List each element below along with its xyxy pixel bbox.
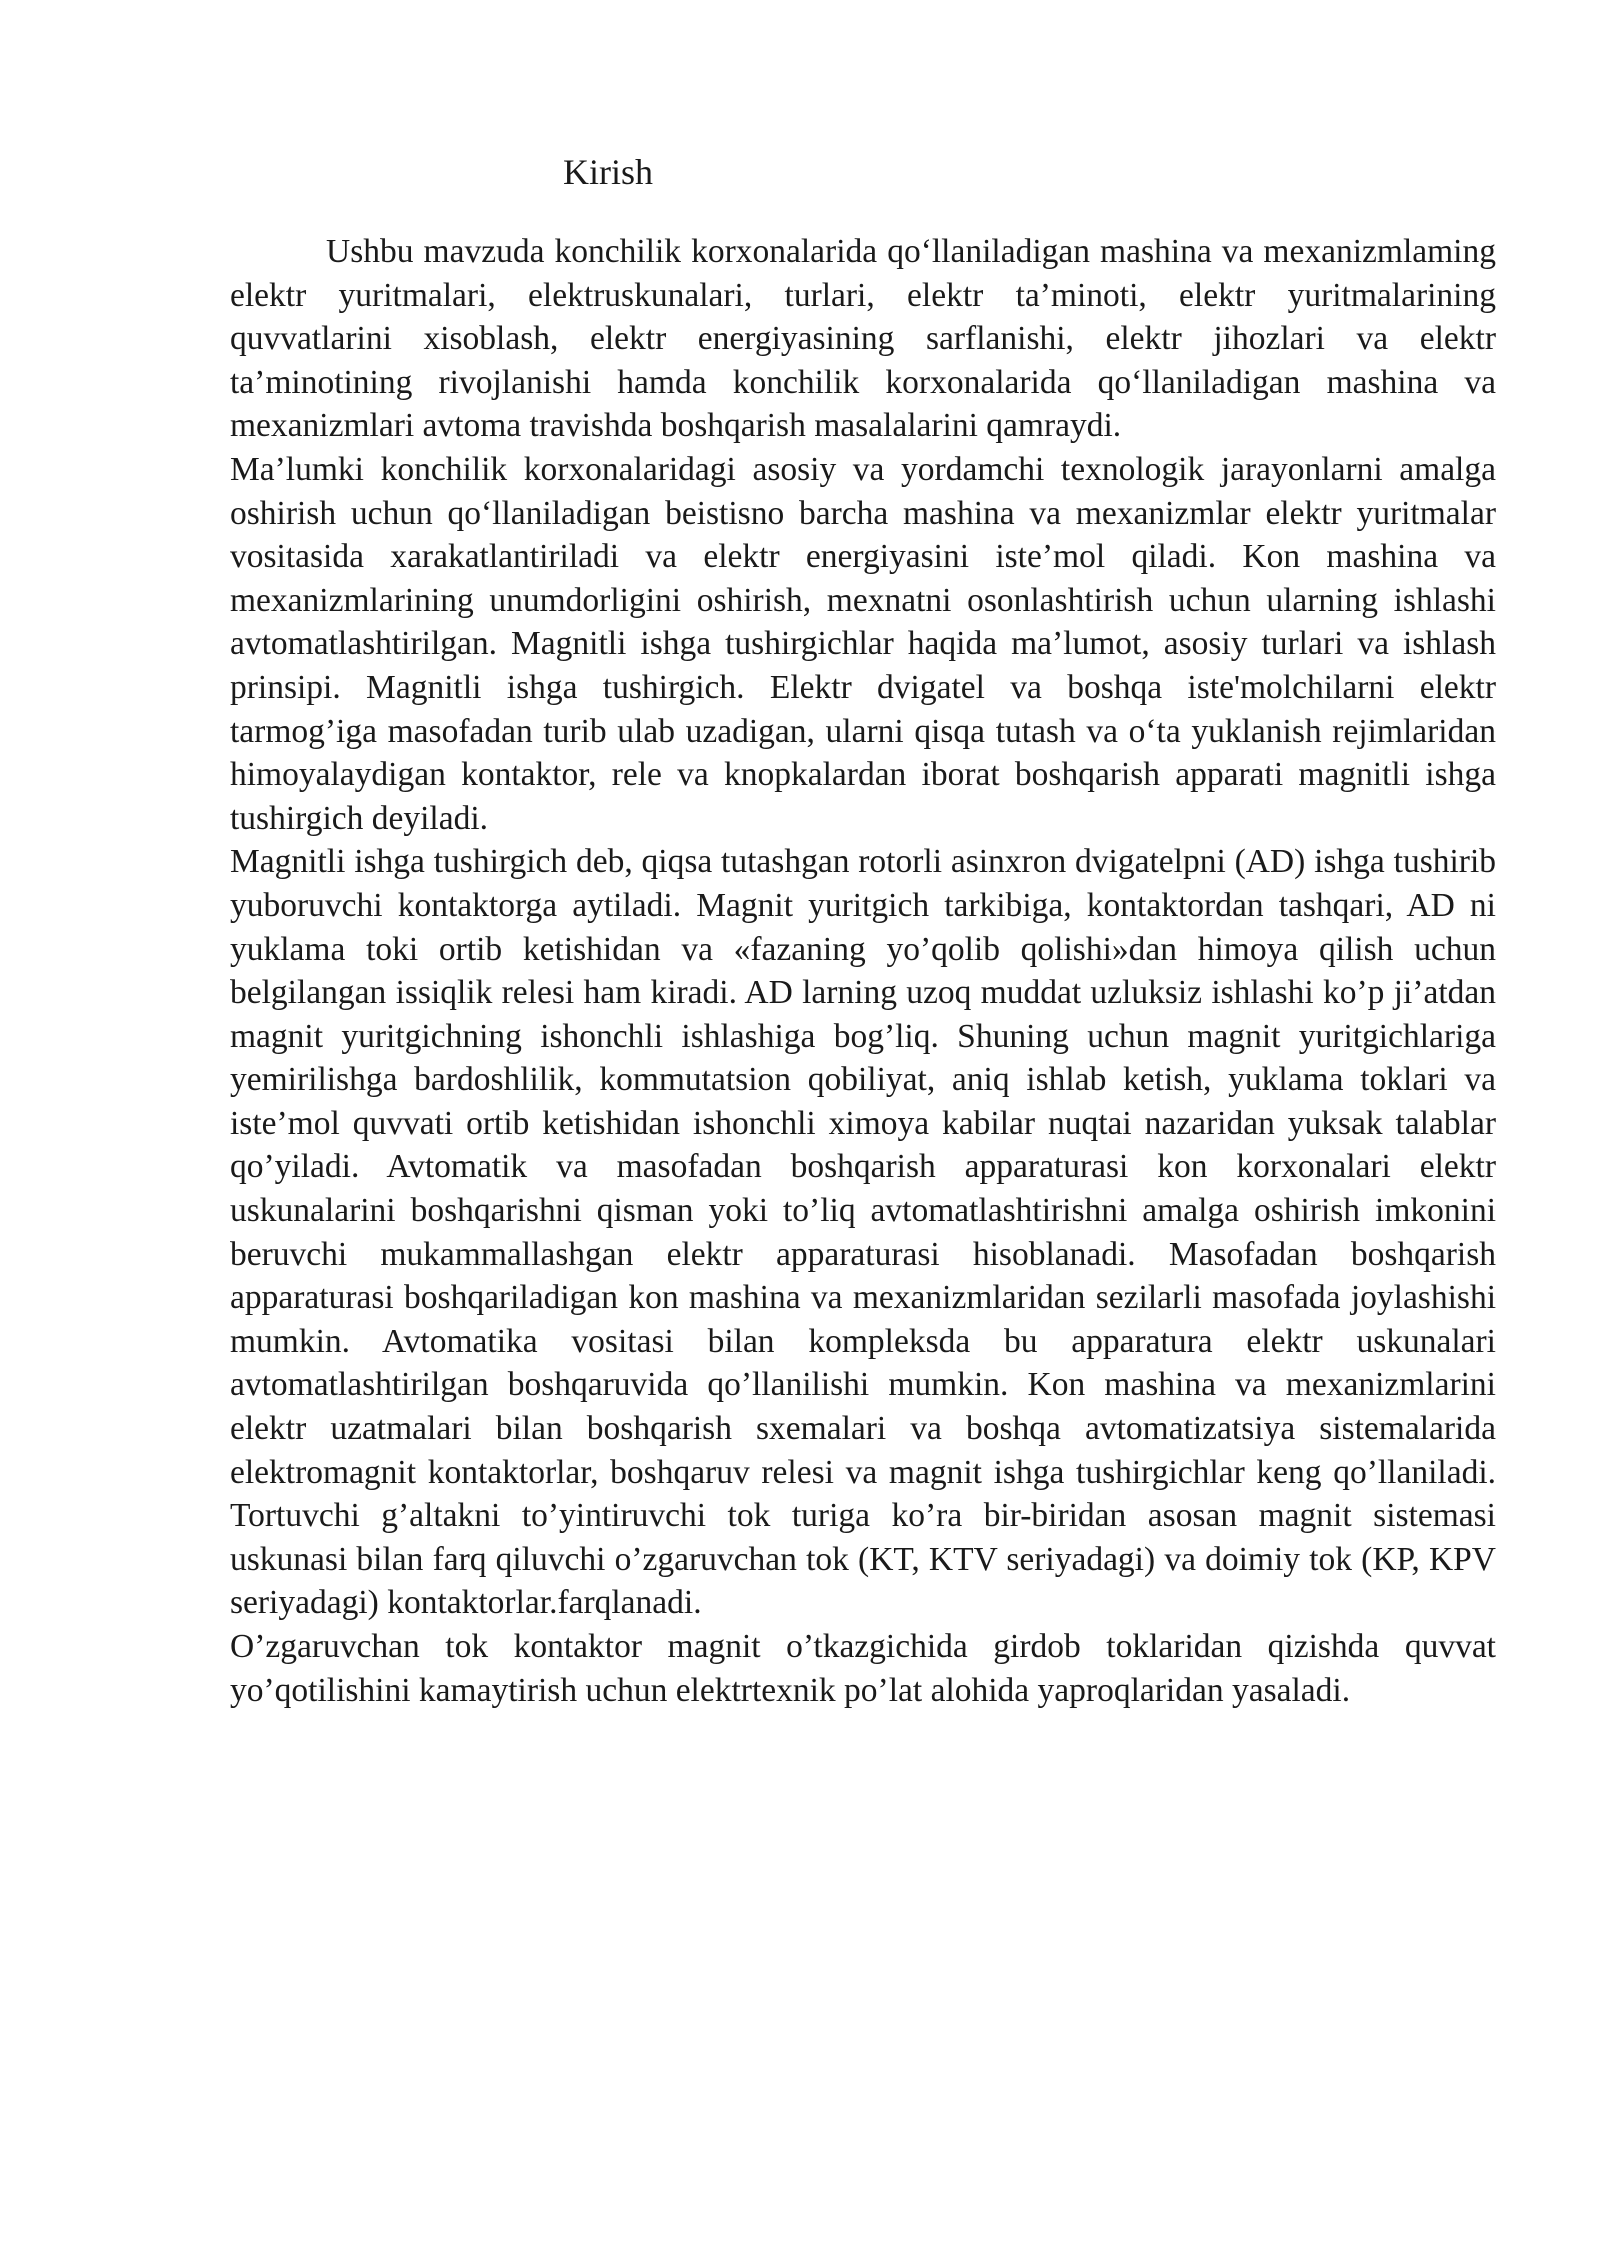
paragraph-ac-contactor: O’zgaruvchan tok kontaktor magnit o’tkazgichida girdob toklaridan qizishda quvvat yo’qotilishini kamaytirish uchun elektrtexnik po’lat alohida yaproqlaridan yasaladi. bbox=[230, 1628, 1496, 1709]
document-title: Kirish bbox=[563, 152, 653, 192]
paragraph-intro: Ushbu mavzuda konchilik korxonalarida qo‘llaniladigan mashina va mexanizmlaming elektr yuritmalari, elektruskunalari, turlari, elektr ta’minoti, elektr yuritmalarining quvvatlarini xisoblash, elektr energiyasining sarflanishi, elektr jihozlari va elektr ta’minotining rivojlanishi hamda konchilik korxonalarida qo‘llaniladigan mashina va mexanizmlari avtoma travishda boshqarish masalalarini qamraydi. bbox=[230, 233, 1496, 445]
paragraph-magnetic-starter: Magnitli ishga tushirgich deb, qiqsa tutashgan rotorli asinxron dvigatelpni (AD) ishga tushirib yuboruvchi kontaktorga aytiladi. Magnit yuritgich tarkibiga, kontaktordan tashqari, AD ni yuklama toki ortib ketishidan va «fazaning yo’qolib qolishi»dan himoya qilish uchun belgilangan issiqlik relesi ham kiradi. AD larning uzoq muddat uzluksiz ishlashi ko’p ji’atdan magnit yuritgichning ishonchli ishlashiga bog’liq. Shuning uchun magnit yuritgichlariga yemirilishga bardoshlilik, kommutatsion qobiliyat, aniq ishlab ketish, yuklama toklari va iste’mol quvvati ortib ketishidan ishonchli ximoya kabilar nuqtai nazaridan yuksak talablar qo’yiladi. Avtomatik va masofadan boshqarish apparaturasi kon korxonalari elektr uskunalarini boshqarishni qisman yoki to’liq avtomatlashtirishni amalga oshirish imkonini beruvchi mukammallashgan elektr apparaturasi hisoblanadi. Masofadan boshqarish apparaturasi boshqariladigan kon mashina va mexanizmlaridan sezilarli masofada joylashishi mumkin. Avtomatika vositasi bilan kompleksda bu apparatura elektr uskunalari avtomatlashtirilgan boshqaruvida qo’llanilishi mumkin. Kon mashina va mexanizmlarini elektr uzatmalari bilan boshqarish sxemalari va boshqa avtomatizatsiya sistemalarida elektromagnit kontaktorlar, boshqaruv relesi va magnit ishga tushirgichlar keng qo’llaniladi. Tortuvchi g’altakni to’yintiruvchi tok turiga ko’ra bir-biridan asosan magnit sistemasi uskunasi bilan farq qiluvchi o’zgaruvchan tok (KT, KTV seriyadagi) va doimiy tok (KP, KPV seriyadagi) kontaktorlar.farqlanadi. bbox=[230, 843, 1496, 1622]
paragraph-technological-processes: Ma’lumki konchilik korxonalaridagi asosiy va yordamchi texnologik jarayonlarni amalga oshirish uchun qo‘llaniladigan beistisno barcha mashina va mexanizmlar elektr yuritmalar vositasida xarakatlantiriladi va elektr energiyasini iste’mol qiladi. Kon mashina va mexanizmlarining unumdorligini oshirish, mexnatni osonlashtirish uchun ularning ishlashi avtomatlashtirilgan. Magnitli ishga tushirgichlar haqida ma’lumot, asosiy turlari va ishlash prinsipi. Magnitli ishga tushirgich. Elektr dvigatel va boshqa iste'molchilarni elektr tarmog’iga masofadan turib ulab uzadigan, ularni qisqa tutash va o‘ta yuklanish rejimlaridan himoyalaydigan kontaktor, rele va knopkalardan iborat boshqarish apparati magnitli ishga tushirgich deyiladi. bbox=[230, 450, 1496, 837]
document-body bbox=[230, 230, 1496, 1712]
